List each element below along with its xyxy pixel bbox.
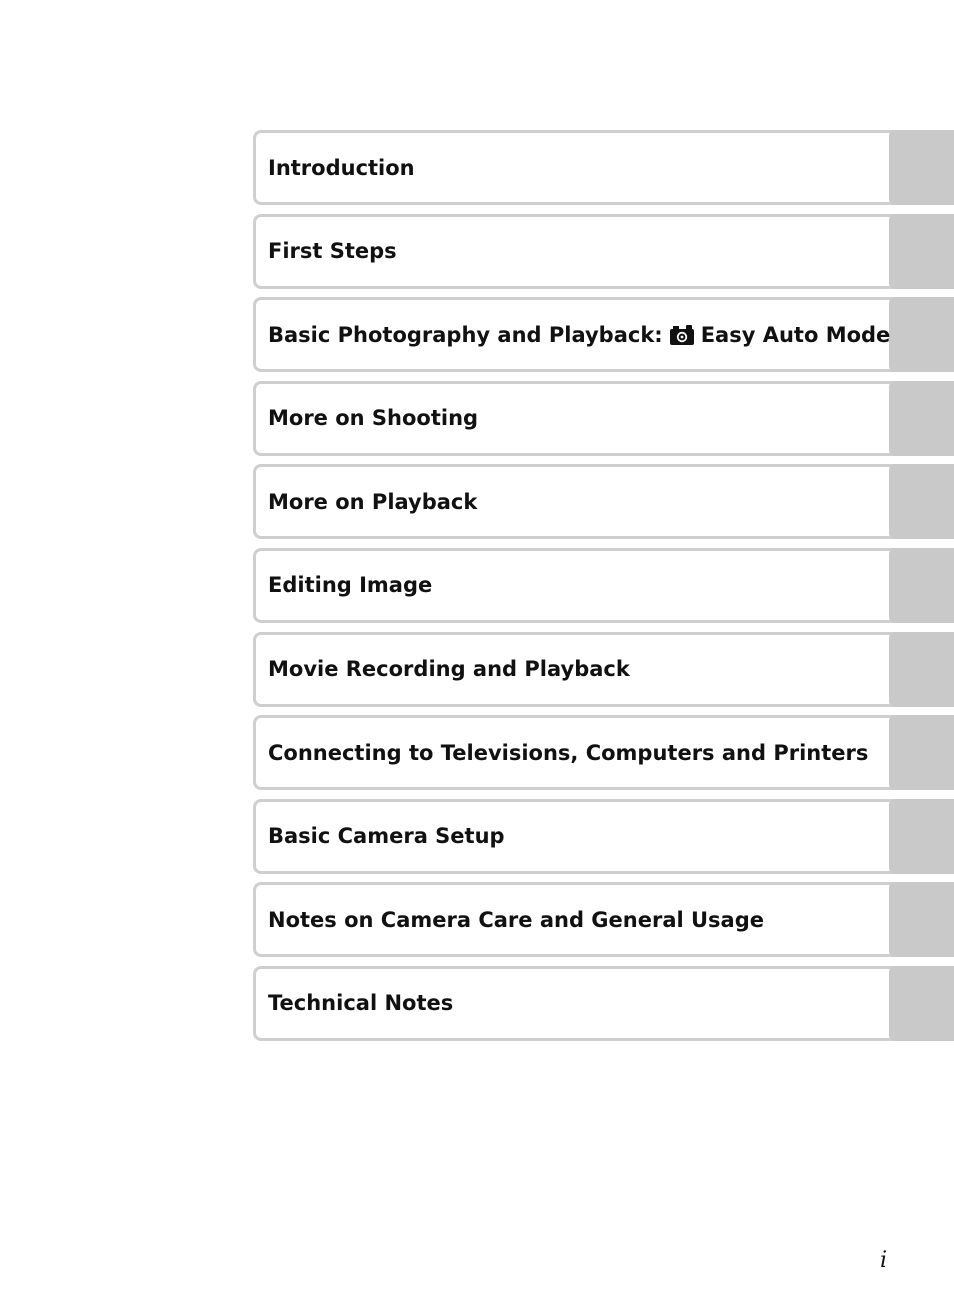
toc-item-label: Technical Notes — [268, 991, 454, 1016]
toc-item-basic-camera-setup[interactable] — [253, 799, 954, 874]
chapter-tab[interactable] — [889, 715, 954, 790]
chapter-tab[interactable] — [889, 966, 954, 1041]
toc-item-label: More on Playback — [268, 489, 478, 514]
toc-item-label: Notes on Camera Care and General Usage — [268, 907, 764, 932]
toc-item-connecting[interactable] — [253, 715, 954, 790]
toc-item-label: Basic Camera Setup — [268, 824, 505, 849]
toc-item-label-part: Easy Auto Mode — [700, 322, 891, 347]
toc-item-basic-photography[interactable] — [253, 297, 954, 372]
toc-item-label: Connecting to Televisions, Computers and Printers — [268, 740, 869, 765]
toc-item-notes-on-camera-care[interactable] — [253, 882, 954, 957]
easy-auto-camera-icon — [669, 324, 695, 346]
toc-item-label: Editing Image — [268, 573, 433, 598]
toc-item-movie-recording[interactable] — [253, 632, 954, 707]
toc-item-introduction[interactable] — [253, 130, 954, 205]
toc-item-label — [268, 297, 890, 372]
chapter-tab[interactable] — [889, 464, 954, 539]
toc-item-label: First Steps — [268, 239, 397, 264]
toc-item-label: More on Shooting — [268, 406, 479, 431]
chapter-tab[interactable] — [889, 548, 954, 623]
chapter-tab[interactable] — [889, 130, 954, 205]
page-number: i — [880, 1248, 888, 1273]
toc-item-more-on-shooting[interactable] — [253, 381, 954, 456]
chapter-tab[interactable] — [889, 297, 954, 372]
chapter-tab[interactable] — [889, 799, 954, 874]
toc-item-label: Introduction — [268, 155, 415, 180]
chapter-tab[interactable] — [889, 632, 954, 707]
toc-item-more-on-playback[interactable] — [253, 464, 954, 539]
table-of-contents — [253, 130, 954, 1050]
toc-item-label-part: Basic Photography and Playback: — [268, 322, 663, 347]
toc-item-technical-notes[interactable] — [253, 966, 954, 1041]
chapter-tab[interactable] — [889, 214, 954, 289]
toc-item-label: Movie Recording and Playback — [268, 657, 630, 682]
toc-item-editing-image[interactable] — [253, 548, 954, 623]
toc-item-first-steps[interactable] — [253, 214, 954, 289]
chapter-tab[interactable] — [889, 882, 954, 957]
chapter-tab[interactable] — [889, 381, 954, 456]
